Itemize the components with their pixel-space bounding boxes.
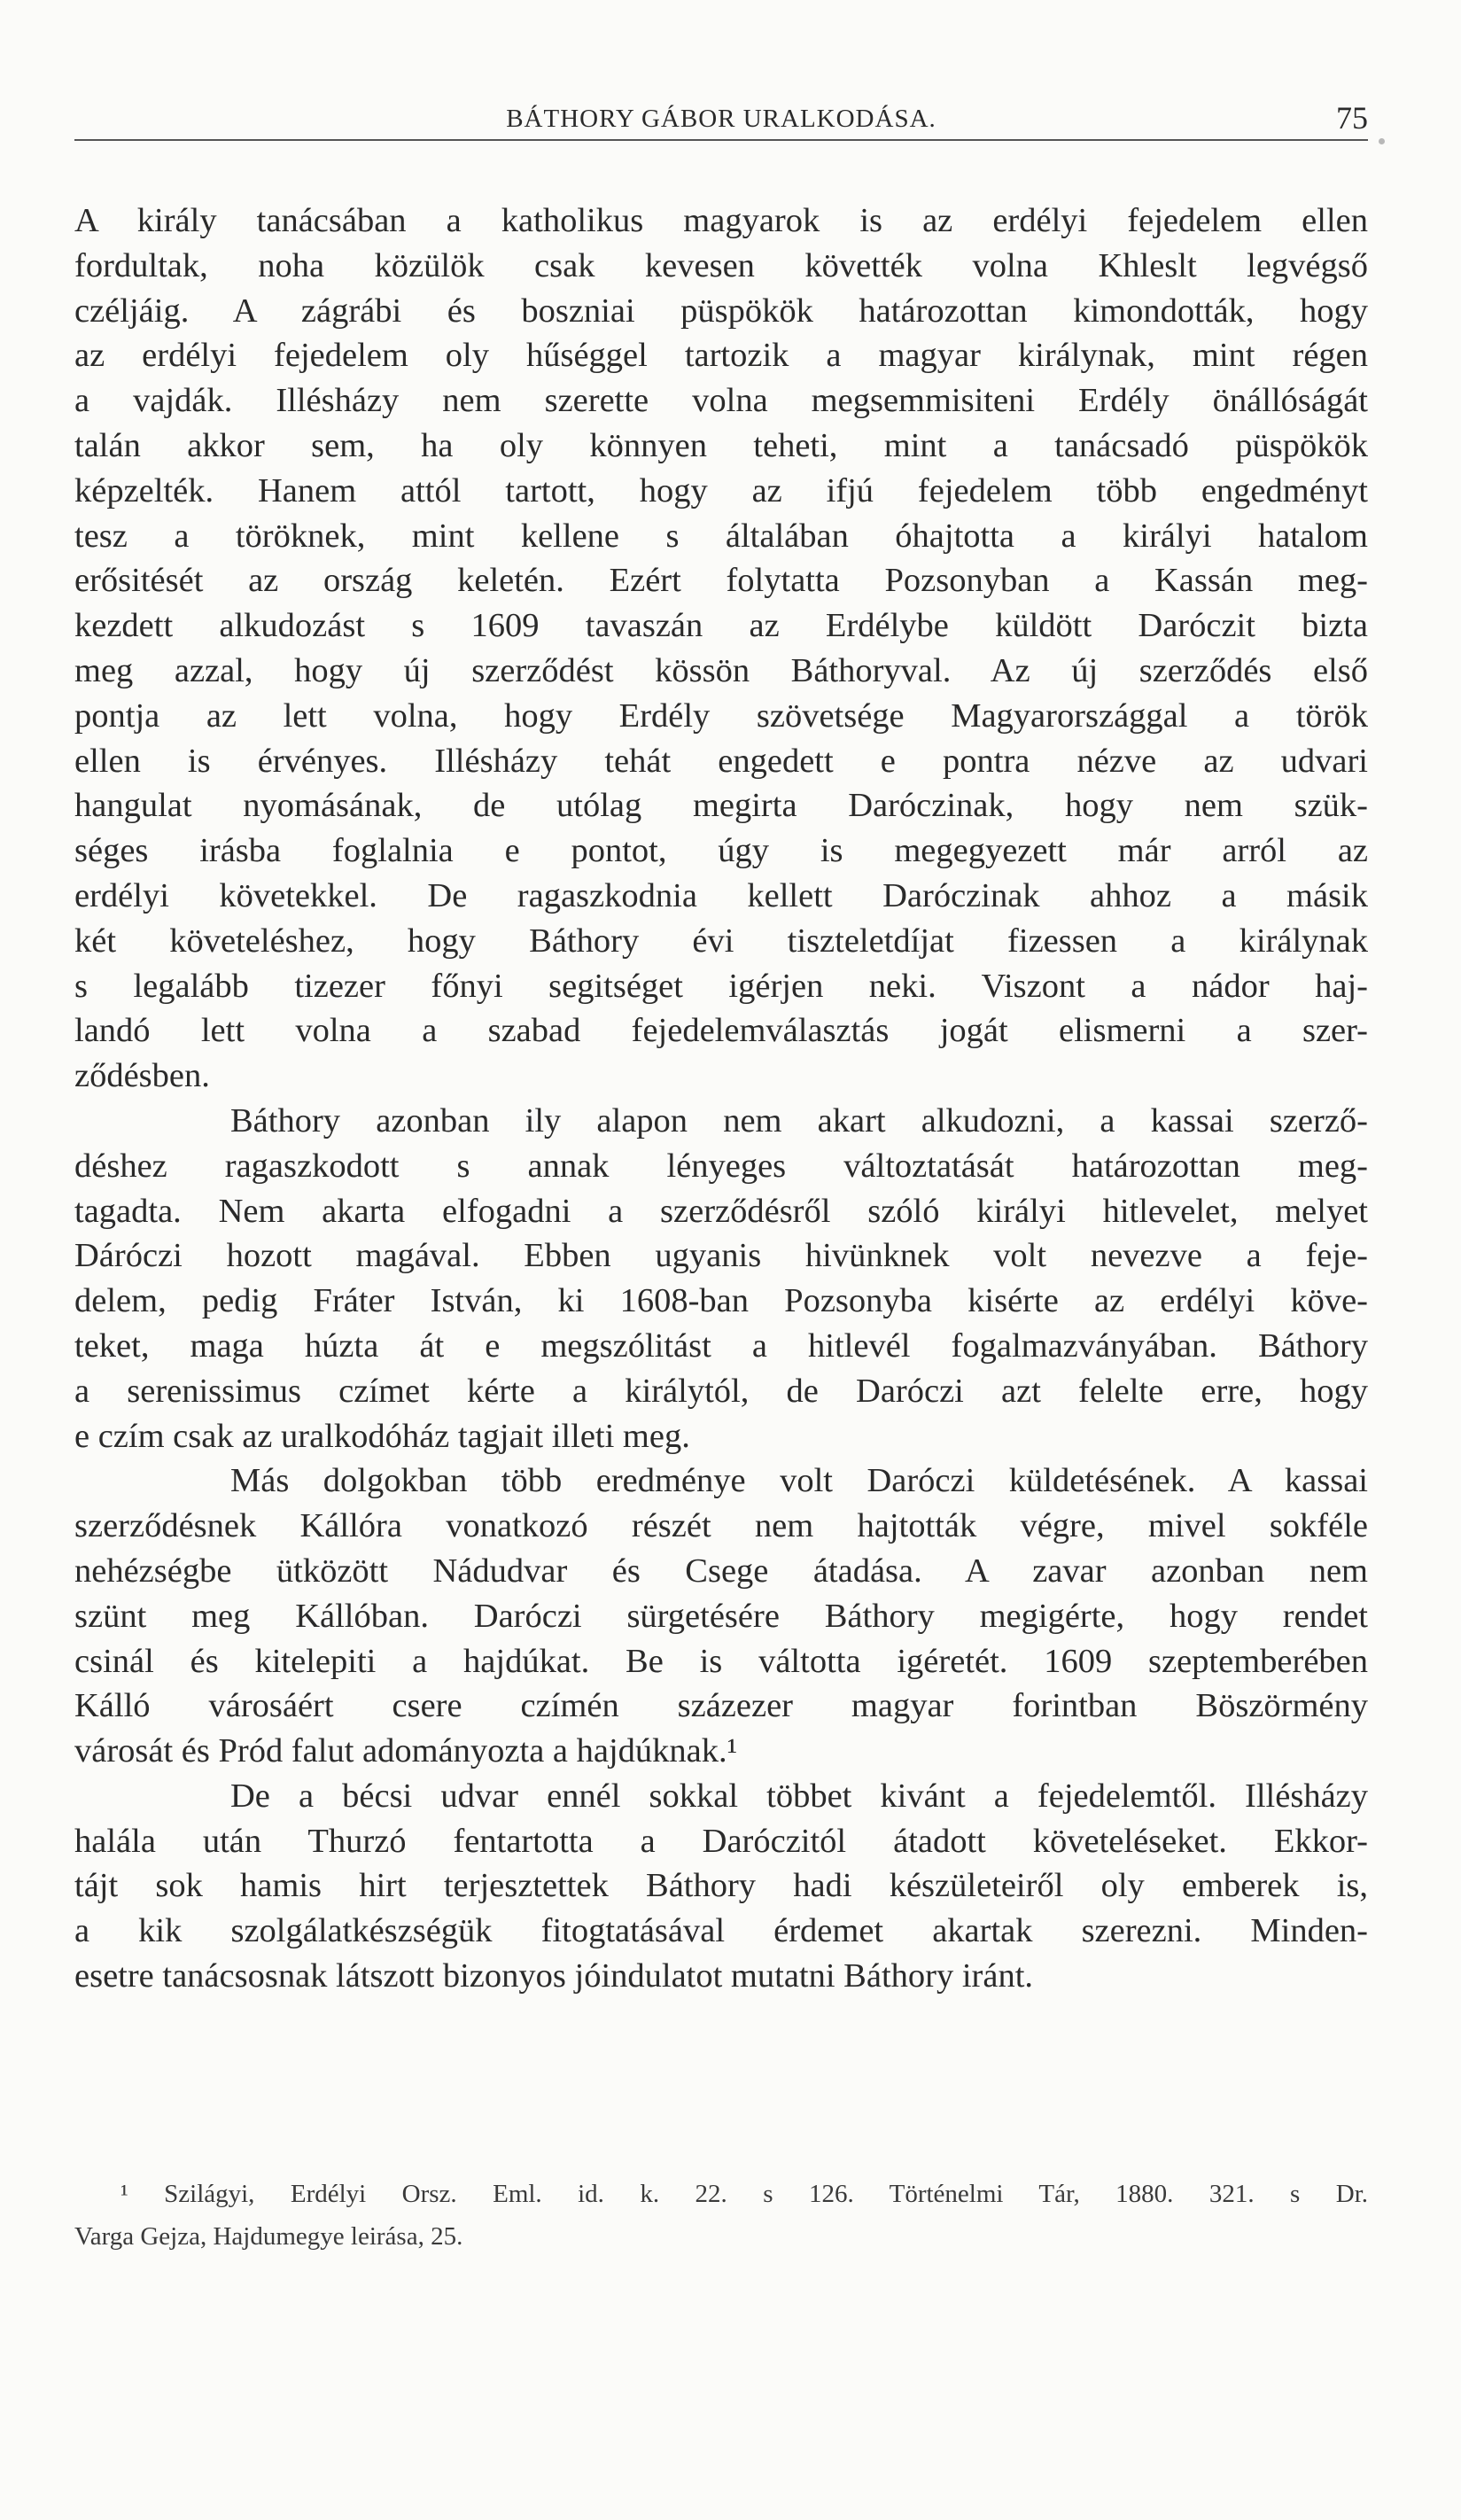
margin-dot	[1379, 138, 1385, 144]
text-line: csinál és kitelepiti a hajdúkat. Be is váltotta igéretét. 1609 szeptemberében	[74, 1642, 1368, 1680]
text-line: delem, pedig Fráter István, ki 1608-ban Pozsonyba kisérte az erdélyi köve-	[74, 1282, 1368, 1320]
text-line: pontja az lett volna, hogy Erdély szövetsége Magyarországgal a török	[74, 696, 1368, 735]
footnote	[74, 2173, 1368, 2258]
footnote-line: ¹ Szilágyi, Erdélyi Orsz. Eml. id. k. 22. s 126. Történelmi Tár, 1880. 321. s Dr.	[120, 2180, 1368, 2208]
text-line: ződésben.	[74, 1057, 210, 1095]
text-line: a serenissimus czímet kérte a királytól, de Daróczi azt felelte erre, hogy	[74, 1372, 1368, 1410]
text-line: kezdett alkudozást s 1609 tavaszán az Erdélybe küldött Daróczit bizta	[74, 607, 1368, 645]
text-line: A király tanácsában a katholikus magyarok is az erdélyi fejedelem ellen	[74, 202, 1368, 239]
text-line: s legalább tizezer főnyi segitséget igérjen neki. Viszont a nádor haj-	[74, 967, 1368, 1005]
text-line: Báthory azonban ily alapon nem akart alkudozni, a kassai szerző-	[230, 1101, 1368, 1139]
text-line: nehézségbe ütközött Nádudvar és Csege átadása. A zavar azonban nem	[74, 1552, 1368, 1590]
paragraph	[74, 1458, 1368, 1774]
text-line: erősitését az ország keletén. Ezért folytatta Pozsonyban a Kassán meg-	[74, 562, 1368, 600]
text-line: teket, maga húzta át e megszólitást a hitlevél fogalmazványában. Báthory	[74, 1326, 1368, 1365]
text-line: hangulat nyomásának, de utólag megirta Daróczinak, hogy nem szük-	[74, 787, 1368, 825]
text-line: tesz a töröknek, mint kellene s általában óhajtotta a királyi hatalom	[74, 517, 1368, 555]
text-line: esetre tanácsosnak látszott bizonyos jóindulatot mutatni Báthory iránt.	[74, 1957, 1034, 1995]
text-line: a vajdák. Illésházy nem szerette volna megsemmisiteni Erdély önállóságát	[74, 382, 1368, 420]
text-line: tájt sok hamis hirt terjesztettek Báthory hadi készületeiről oly emberek is,	[74, 1867, 1368, 1905]
text-line: az erdélyi fejedelem oly hűséggel tartozik a magyar királynak, mint régen	[74, 337, 1368, 375]
text-line: déshez ragaszkodott s annak lényeges változtatását határozottan meg-	[74, 1147, 1368, 1185]
running-title: BÁTHORY GÁBOR URALKODÁSA.	[506, 105, 936, 133]
text-line: ellen is érvényes. Illésházy tehát engedett e pontra nézve az udvari	[74, 742, 1368, 780]
running-header	[74, 99, 1368, 144]
text-line: landó lett volna a szabad fejedelemválasztás jogát elismerni a szer-	[74, 1012, 1368, 1050]
text-line: a kik szolgálatkészségük fitogtatásával érdemet akartak szerezni. Minden-	[74, 1912, 1368, 1950]
text-line: Kálló városáért csere czímén százezer magyar forintban Böszörmény	[74, 1687, 1368, 1725]
paragraph	[74, 1774, 1368, 1999]
text-line: e czím csak az uralkodóház tagjait illeti meg.	[74, 1417, 690, 1455]
text-line: erdélyi követekkel. De ragaszkodnia kellett Daróczinak ahhoz a másik	[74, 876, 1368, 914]
paragraph	[74, 1099, 1368, 1458]
text-line: városát és Pród falut adományozta a hajdúknak.¹	[74, 1732, 738, 1770]
text-line: fordultak, noha közülök csak kevesen követték volna Khleslt legvégső	[74, 246, 1368, 284]
text-line: szünt meg Kállóban. Daróczi sürgetésére Báthory megigérte, hogy rendet	[74, 1597, 1368, 1635]
text-line: De a bécsi udvar ennél sokkal többet kivánt a fejedelemtől. Illésházy	[230, 1777, 1368, 1815]
text-line: halála után Thurzó fentartotta a Daróczitól átadott követeléseket. Ekkor-	[74, 1822, 1368, 1860]
footnote-line: Varga Gejza, Hajdumegye leirása, 25.	[74, 2222, 463, 2251]
text-line: képzelték. Hanem attól tartott, hogy az ifjú fejedelem több engedményt	[74, 471, 1368, 509]
text-line: séges irásba foglalnia e pontot, úgy is megegyezett már arról az	[74, 832, 1368, 870]
text-line: meg azzal, hogy új szerződést kössön Báthoryval. Az új szerződés első	[74, 651, 1368, 689]
text-line: tagadta. Nem akarta elfogadni a szerződésről szóló királyi hitlevelet, melyet	[74, 1192, 1368, 1230]
paragraph	[74, 198, 1368, 1099]
page-number: 75	[1336, 100, 1368, 136]
main-text	[74, 198, 1368, 1999]
text-line: szerződésnek Kállóra vonatkozó részét nem hajtották végre, mivel sokféle	[74, 1507, 1368, 1545]
text-line: talán akkor sem, ha oly könnyen teheti, mint a tanácsadó püspökök	[74, 426, 1368, 464]
text-line: Dáróczi hozott magával. Ebben ugyanis hivünknek volt nevezve a feje-	[74, 1237, 1368, 1275]
header-rule	[74, 139, 1368, 141]
text-line: czéljáig. A zágrábi és boszniai püspökök határozottan kimondották, hogy	[74, 292, 1368, 330]
text-line: Más dolgokban több eredménye volt Daróczi küldetésének. A kassai	[230, 1462, 1368, 1500]
text-line: két követeléshez, hogy Báthory évi tiszteletdíjat fizessen a királynak	[74, 922, 1368, 960]
